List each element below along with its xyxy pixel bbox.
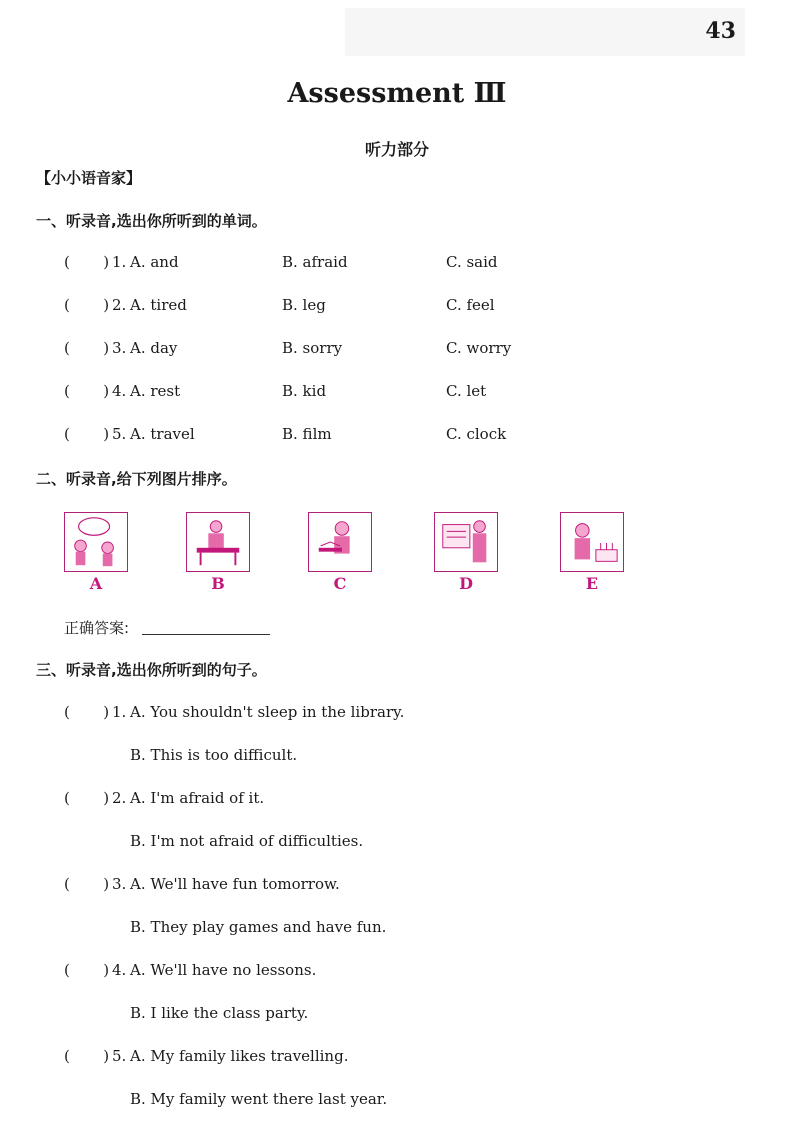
sentence-a: A. I'm afraid of it. (130, 789, 265, 807)
question-number: 5. (112, 1047, 127, 1065)
question-number: 3. (112, 339, 127, 357)
page-number: 43 (705, 18, 736, 44)
old-man-on-bench-icon (186, 512, 250, 572)
answer-blank[interactable]: ( ) (64, 875, 110, 893)
sentence-a: A. We'll have fun tomorrow. (130, 875, 340, 893)
part2-heading: 二、听录音,给下列图片排序。 (36, 470, 237, 488)
teacher-at-board-icon (434, 512, 498, 572)
question-number: 1. (112, 703, 127, 721)
option-a: A. rest (130, 382, 181, 400)
section-label: 【小小语音家】 (36, 169, 142, 187)
option-b: B. sorry (282, 339, 343, 357)
option-b: B. afraid (282, 253, 348, 271)
option-c: C. worry (446, 339, 512, 357)
question-number: 2. (112, 789, 127, 807)
answer-label: 正确答案: (64, 619, 130, 637)
answer-blank[interactable]: ( ) (64, 339, 110, 357)
page-title: Assessment Ⅲ (287, 78, 507, 109)
header-band (345, 8, 745, 56)
answer-blank[interactable]: ( ) (64, 1047, 110, 1065)
option-c: C. feel (446, 296, 495, 314)
question-number: 4. (112, 382, 127, 400)
picture-label: E (585, 574, 599, 593)
sentence-b: B. I like the class party. (130, 1004, 309, 1022)
sentence-a: A. My family likes travelling. (130, 1047, 349, 1065)
page-subtitle: 听力部分 (364, 140, 429, 159)
picture-label: B (211, 574, 225, 593)
answer-blank[interactable]: ( ) (64, 703, 110, 721)
part3-heading: 三、听录音,选出你所听到的句子。 (36, 661, 267, 679)
sentence-b: B. They play games and have fun. (130, 918, 387, 936)
picture-label: C (333, 574, 347, 593)
answer-blank[interactable]: ( ) (64, 961, 110, 979)
two-girls-talking-icon (64, 512, 128, 572)
answer-blank[interactable]: ( ) (64, 382, 110, 400)
part1-heading: 一、听录音,选出你所听到的单词。 (36, 212, 267, 230)
sentence-b: B. This is too difficult. (130, 746, 298, 764)
option-b: B. film (282, 425, 332, 443)
girl-with-birthday-cake-icon (560, 512, 624, 572)
answer-blank[interactable]: ( ) (64, 789, 110, 807)
question-number: 4. (112, 961, 127, 979)
option-b: B. kid (282, 382, 327, 400)
option-c: C. said (446, 253, 498, 271)
option-a: A. and (130, 253, 179, 271)
option-a: A. tired (130, 296, 187, 314)
option-c: C. let (446, 382, 487, 400)
picture-label: A (89, 574, 103, 593)
sentence-a: A. You shouldn't sleep in the library. (130, 703, 405, 721)
sentence-b: B. My family went there last year. (130, 1090, 388, 1108)
answer-line[interactable] (142, 633, 270, 635)
question-number: 3. (112, 875, 127, 893)
boy-reading-icon (308, 512, 372, 572)
option-c: C. clock (446, 425, 507, 443)
option-a: A. travel (130, 425, 195, 443)
question-number: 2. (112, 296, 127, 314)
question-number: 5. (112, 425, 127, 443)
sentence-b: B. I'm not afraid of difficulties. (130, 832, 364, 850)
option-b: B. leg (282, 296, 326, 314)
sentence-a: A. We'll have no lessons. (130, 961, 317, 979)
answer-blank[interactable]: ( ) (64, 253, 110, 271)
question-number: 1. (112, 253, 127, 271)
picture-label: D (459, 574, 473, 593)
answer-blank[interactable]: ( ) (64, 296, 110, 314)
answer-blank[interactable]: ( ) (64, 425, 110, 443)
option-a: A. day (130, 339, 178, 357)
